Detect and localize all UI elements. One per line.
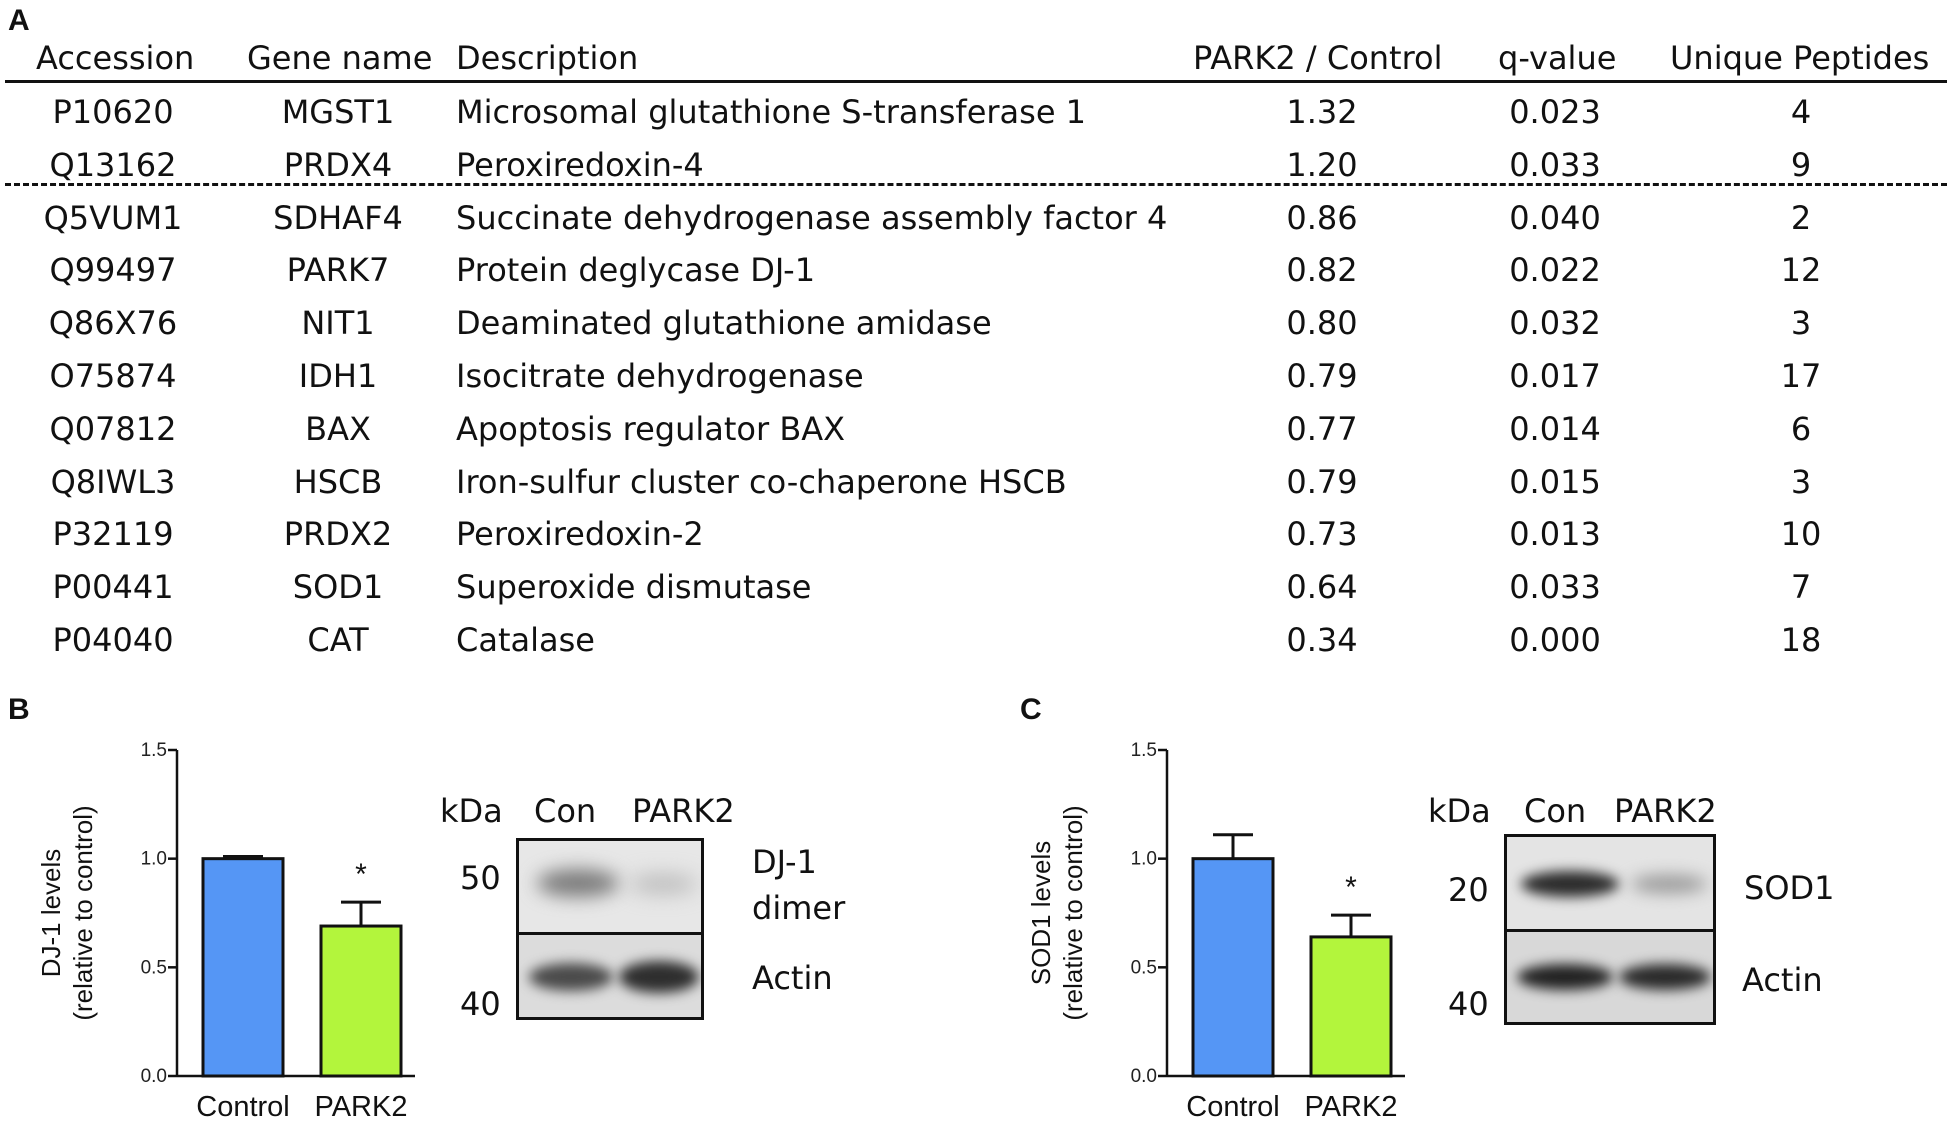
header-q-value: q-value <box>1498 39 1617 77</box>
cell-unique-peptides: 12 <box>1780 251 1822 290</box>
panel-letter-a: A <box>8 4 30 37</box>
cell-ratio: 0.80 <box>1286 304 1358 343</box>
cell-gene-name: SOD1 <box>292 568 384 607</box>
cell-description: Isocitrate dehydrogenase <box>456 357 864 395</box>
cell-gene-name: BAX <box>305 409 371 448</box>
chart-b-bar-park2 <box>321 926 401 1076</box>
cell-q-value: 0.040 <box>1509 198 1601 237</box>
cell-q-value: 0.017 <box>1509 357 1601 395</box>
cell-unique-peptides: 9 <box>1790 145 1812 184</box>
cell-q-value: 0.000 <box>1509 621 1601 659</box>
blot-c-sod1-strip <box>1504 834 1716 932</box>
cell-unique-peptides: 17 <box>1780 357 1822 395</box>
cell-description: Superoxide dismutase <box>456 568 812 607</box>
cell-description: Apoptosis regulator BAX <box>456 409 846 448</box>
cell-unique-peptides: 6 <box>1790 409 1812 448</box>
blot-c-protein-actin: Actin <box>1742 961 1823 999</box>
cell-ratio: 0.64 <box>1286 568 1358 607</box>
blot-c-marker-20: 20 <box>1448 871 1489 909</box>
chart-b-y-tick-label: 0.5 <box>140 957 167 979</box>
cell-gene-name: CAT <box>307 621 369 659</box>
blot-c-marker-40: 40 <box>1448 985 1489 1023</box>
cell-description: Succinate dehydrogenase assembly factor 4 <box>456 198 1168 237</box>
chart-c-bar-park2 <box>1311 937 1391 1076</box>
cell-description: Deaminated glutathione amidase <box>456 304 992 343</box>
cell-ratio: 0.77 <box>1286 409 1358 448</box>
cell-unique-peptides: 7 <box>1790 568 1812 607</box>
chart-c-y-tick-label: 0.5 <box>1130 957 1157 979</box>
cell-ratio: 1.20 <box>1286 145 1358 184</box>
blot-b-protein-dj1: DJ-1 <box>752 843 817 881</box>
cell-description: Peroxiredoxin-4 <box>456 145 704 184</box>
cell-ratio: 1.32 <box>1286 93 1358 131</box>
cell-q-value: 0.015 <box>1509 462 1601 501</box>
cell-gene-name: MGST1 <box>281 93 395 131</box>
cell-description: Microsomal glutathione S-transferase 1 <box>456 93 1087 131</box>
cell-q-value: 0.023 <box>1509 93 1601 131</box>
cell-ratio: 0.73 <box>1286 515 1358 554</box>
cell-unique-peptides: 3 <box>1790 462 1812 501</box>
cell-accession: Q99497 <box>49 251 177 290</box>
cell-q-value: 0.022 <box>1509 251 1601 290</box>
chart-b-y-tick-label: 1.0 <box>140 848 167 870</box>
cell-description: Catalase <box>456 621 595 659</box>
chart-b-x-label-park2: PARK2 <box>314 1091 408 1123</box>
cell-ratio: 0.86 <box>1286 198 1358 237</box>
cell-gene-name: HSCB <box>293 462 383 501</box>
chart-c-bar-control <box>1193 859 1273 1076</box>
cell-ratio: 0.79 <box>1286 357 1358 395</box>
cell-unique-peptides: 2 <box>1790 198 1812 237</box>
chart-c-y-tick-label: 1.5 <box>1130 740 1157 761</box>
cell-accession: Q86X76 <box>48 304 178 343</box>
cell-q-value: 0.032 <box>1509 304 1601 343</box>
cell-description: Iron-sulfur cluster co-chaperone HSCB <box>456 462 1067 501</box>
cell-accession: P04040 <box>52 621 174 659</box>
blot-c-lane-park2: PARK2 <box>1614 792 1717 830</box>
chart-b-y-label-line1: DJ-1 levels <box>36 848 66 978</box>
blot-b-marker-40: 40 <box>460 985 501 1023</box>
chart-b-y-tick-label: 1.5 <box>140 740 167 761</box>
blot-b-kda-label: kDa <box>440 792 503 830</box>
cell-ratio: 0.82 <box>1286 251 1358 290</box>
blot-b-protein-dimer: dimer <box>752 889 846 927</box>
blot-c-actin-strip <box>1504 929 1716 1025</box>
blot-b-actin-strip <box>516 932 704 1020</box>
chart-b-bar-control <box>203 859 283 1076</box>
chart-c-significance-star: * <box>1345 871 1357 905</box>
header-rule <box>5 80 1947 83</box>
chart-c-y-label-line2: (relative to control) <box>1058 805 1088 1021</box>
cell-gene-name: PRDX4 <box>283 145 393 184</box>
chart-b-y-label-line2: (relative to control) <box>68 805 98 1021</box>
cell-accession: O75874 <box>49 357 177 395</box>
header-description: Description <box>456 39 639 77</box>
chart-c-y-tick-label: 0.0 <box>1130 1066 1157 1087</box>
cell-accession: P32119 <box>52 515 174 554</box>
blot-b-marker-50: 50 <box>460 859 501 897</box>
cell-unique-peptides: 4 <box>1790 93 1812 131</box>
blot-c-kda-label: kDa <box>1428 792 1491 830</box>
cell-ratio: 0.34 <box>1286 621 1358 659</box>
header-gene-name: Gene name <box>247 39 433 77</box>
cell-accession: Q5VUM1 <box>43 198 183 237</box>
cell-accession: Q8IWL3 <box>50 462 176 501</box>
cell-gene-name: SDHAF4 <box>273 198 403 237</box>
chart-b-significance-star: * <box>355 858 367 892</box>
cell-description: Peroxiredoxin-2 <box>456 515 704 554</box>
chart-b-y-tick-label: 0.0 <box>140 1066 167 1087</box>
cell-unique-peptides: 3 <box>1790 304 1812 343</box>
cell-q-value: 0.033 <box>1509 568 1601 607</box>
cell-gene-name: PRDX2 <box>283 515 393 554</box>
bar-chart-dj1 <box>20 730 440 1130</box>
panel-letter-c: C <box>1020 693 1042 726</box>
cell-gene-name: IDH1 <box>298 357 378 395</box>
blot-b-dimer-strip <box>516 838 704 935</box>
header-accession: Accession <box>36 39 195 77</box>
cell-accession: P00441 <box>52 568 174 607</box>
cell-q-value: 0.014 <box>1509 409 1601 448</box>
chart-c-x-label-park2: PARK2 <box>1304 1091 1398 1123</box>
cell-ratio: 0.79 <box>1286 462 1358 501</box>
chart-c-x-label-control: Control <box>1186 1091 1280 1123</box>
cell-unique-peptides: 18 <box>1780 621 1822 659</box>
cell-q-value: 0.033 <box>1509 145 1601 184</box>
chart-b-x-label-control: Control <box>196 1091 290 1123</box>
blot-b-lane-park2: PARK2 <box>632 792 735 830</box>
cell-gene-name: PARK7 <box>286 251 390 290</box>
cell-description: Protein deglycase DJ-1 <box>456 251 816 290</box>
blot-c-protein-sod1: SOD1 <box>1744 869 1835 907</box>
cell-gene-name: NIT1 <box>301 304 375 343</box>
blot-b-lane-con: Con <box>534 792 597 830</box>
cell-accession: P10620 <box>52 93 174 131</box>
chart-c-y-label-line1: SOD1 levels <box>1026 840 1056 986</box>
header-unique-peptides: Unique Peptides <box>1670 39 1930 77</box>
chart-c-y-tick-label: 1.0 <box>1130 848 1157 870</box>
panel-letter-b: B <box>8 693 30 726</box>
cell-q-value: 0.013 <box>1509 515 1601 554</box>
cell-accession: Q13162 <box>49 145 177 184</box>
blot-c-lane-con: Con <box>1524 792 1587 830</box>
cell-unique-peptides: 10 <box>1780 515 1822 554</box>
header-ratio: PARK2 / Control <box>1193 39 1443 77</box>
blot-b-protein-actin: Actin <box>752 959 833 997</box>
bar-chart-sod1 <box>1010 730 1430 1130</box>
cell-accession: Q07812 <box>49 409 177 448</box>
